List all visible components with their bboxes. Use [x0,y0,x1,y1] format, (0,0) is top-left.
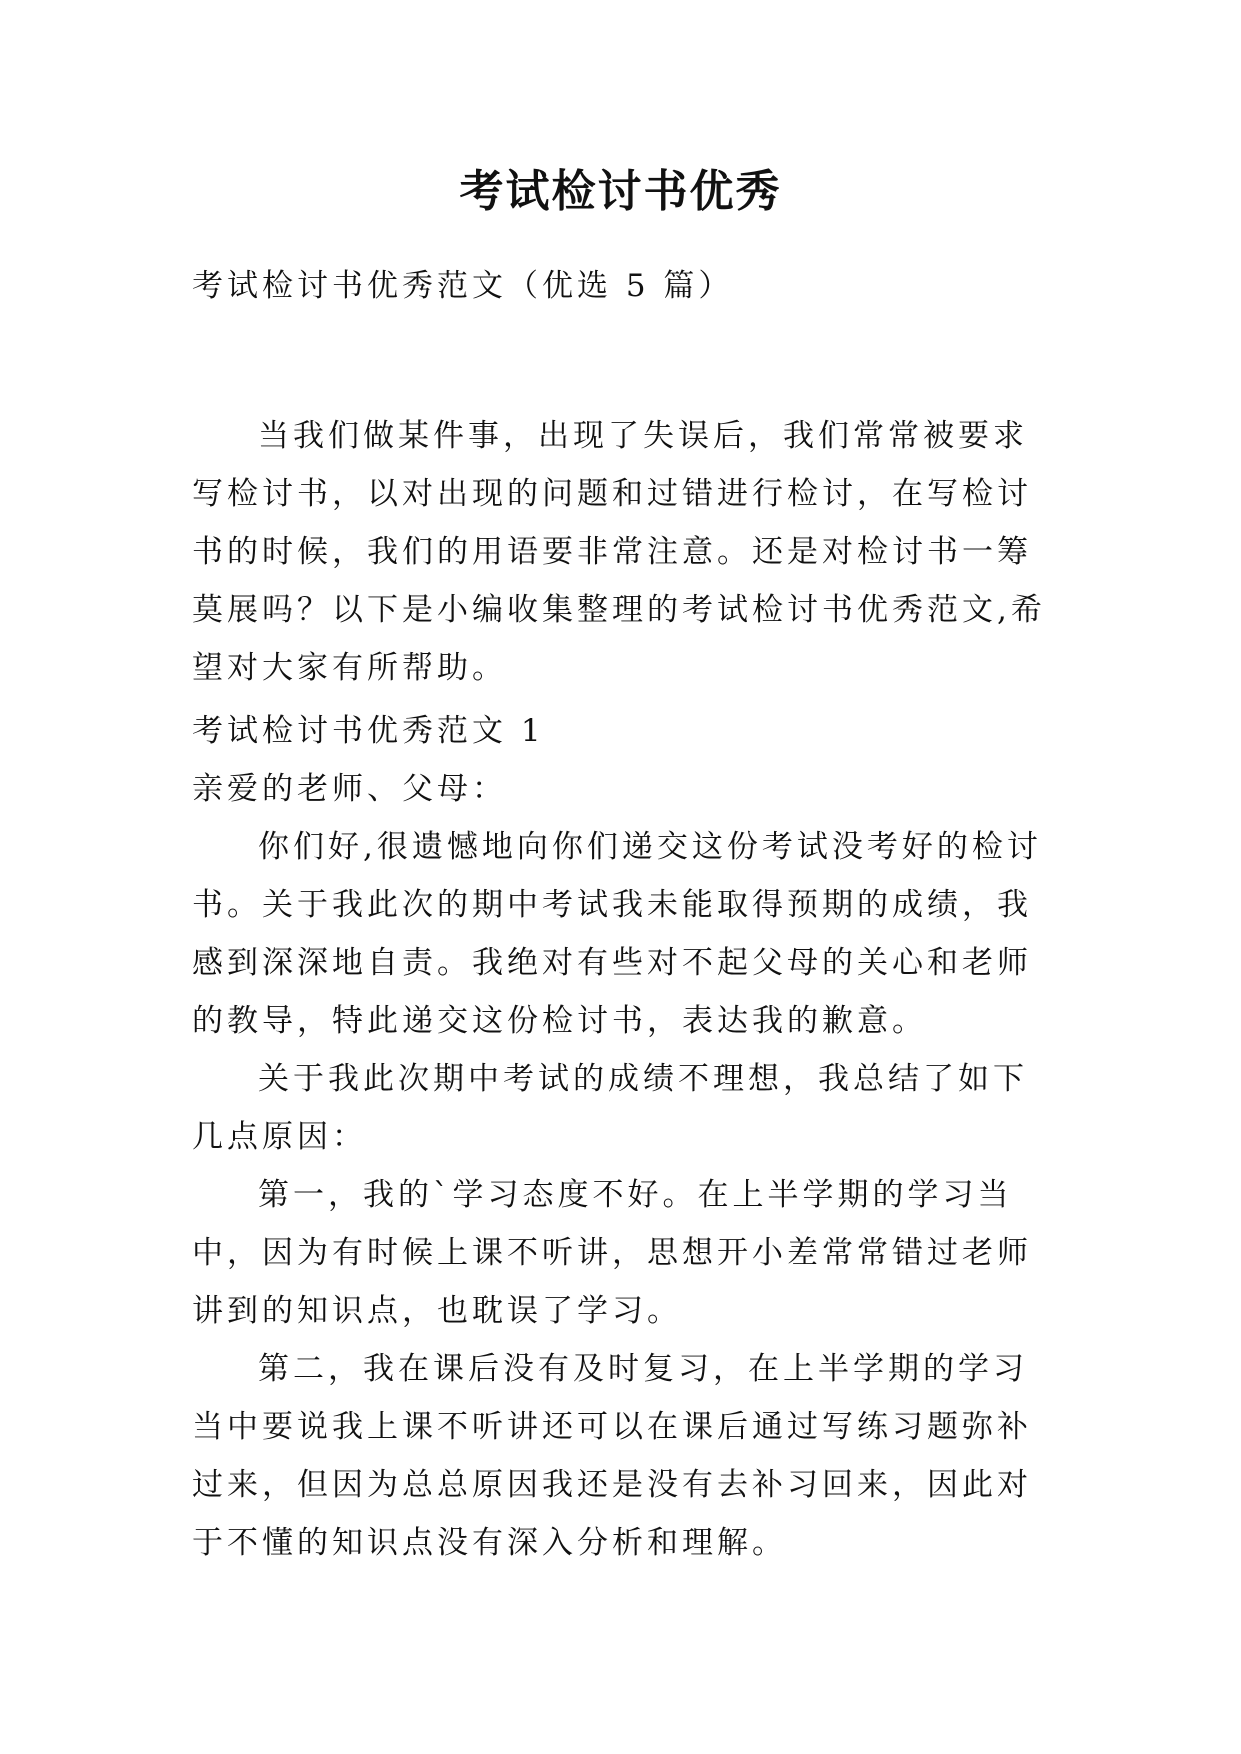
salutation: 亲爱的老师、父母： [192,771,507,807]
essay-section [192,702,1062,1572]
body-paragraph-2: 关于我此次期中考试的成绩不理想，我总结了如下几点原因： [192,1061,1028,1155]
intro-paragraph: 当我们做某件事，出现了失误后，我们常常被要求写检讨书，以对出现的问题和过错进行检讨，在写检讨书的时候，我们的用语要非常注意。还是对检讨书一筹莫展吗？以下是小编收集整理的考试检讨书优秀范文,希望对大家有所帮助。 [192,418,1046,686]
body-paragraph-4: 第二，我在课后没有及时复习，在上半学期的学习当中要说我上课不听讲还可以在课后通过写练习题弥补过来，但因为总总原因我还是没有去补习回来，因此对于不懂的知识点没有深入分析和理解。 [192,1351,1032,1561]
body-paragraph-1: 你们好,很遗憾地向你们递交这份考试没考好的检讨书。关于我此次的期中考试我未能取得预期的成绩，我感到深深地自责。我绝对有些对不起父母的关心和老师的教导，特此递交这份检讨书，表达我的歉意。 [192,829,1042,1039]
document-subtitle: 考试检讨书优秀范文（优选 5 篇） [192,268,734,304]
body-paragraph-3: 第一，我的`学习态度不好。在上半学期的学习当中，因为有时候上课不听讲，思想开小差常常错过老师讲到的知识点，也耽误了学习。 [192,1177,1032,1329]
page-title: 考试检讨书优秀 [459,166,782,217]
essay-heading: 考试检讨书优秀范文 1 [192,713,545,749]
